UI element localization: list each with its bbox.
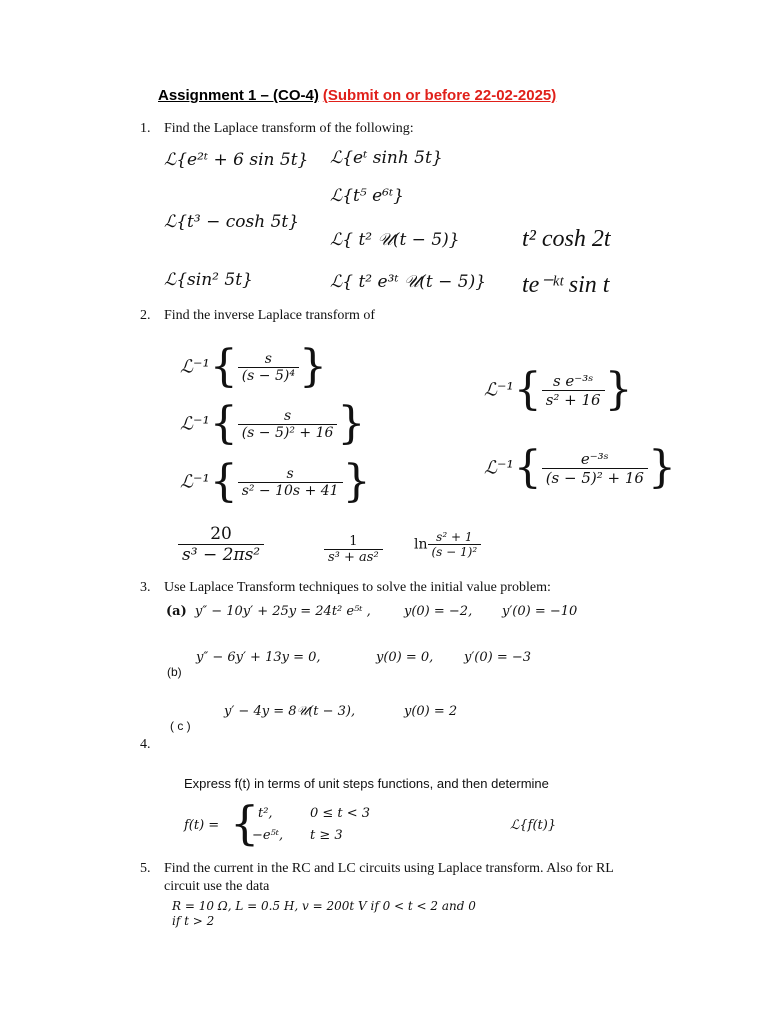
q2-item-2: ℒ⁻¹{ $\frac{s}{\text{(s − 5)² + 16}}$ } [180,398,366,449]
q2-item-4: ℒ⁻¹{ $\frac{\text{s e⁻³ˢ}}{\text{s² + 16}}$ } [484,364,633,415]
q2-item-1: ℒ⁻¹{ $\frac{s}{\text{(s − 5)⁴}}$ } [180,341,327,392]
q4-lhs: f(t) = [184,818,220,833]
question-2: 2. Find the inverse Laplace transform of [140,308,376,323]
q2-item-5: ℒ⁻¹{ $\frac{\text{e⁻³ˢ}}{\text{(s − 5)² + 16}}$ } [484,442,676,493]
q4-cond-2: t ≥ 3 [310,828,343,843]
question-5: 5. Find the current in the RC and LC circuits using Laplace transform. Also for RL [140,861,614,876]
q2-item-7: $\frac{1}{\text{s³ + as²}}$ [324,534,383,565]
question-5-line-1: Find the current in the RC and LC circuits using Laplace transform. Also for RL [164,861,614,876]
q2-item-8: ln $\frac{\text{s² + 1}}{\text{(s − 1)²}}$ [414,530,481,559]
q2-item-6: $\frac{20}{\text{s³ − 2πs²}}$ [178,524,264,565]
question-4-text: Express f(t) in terms of unit steps functions, and then determine [184,776,549,791]
q1-item-1: ℒ{e²ᵗ + 6 sin 5t} [164,150,309,170]
q3-part-a-ic2: y′(0) = −10 [502,604,578,619]
title-deadline: (Submit on or before 22-02-2025) [322,87,557,104]
question-5-line-2: circuit use the data [164,879,270,894]
question-1: 1. Find the Laplace transform of the following: [140,121,414,136]
q4-cond-1: 0 ≤ t < 3 [310,806,371,821]
question-5-data-2: if t > 2 [172,914,215,928]
question-1-text: Find the Laplace transform of the following: [164,121,414,136]
question-4-number: 4. [140,737,151,752]
q1-item-7: ℒ{sin² 5t} [164,270,253,290]
q3-part-a-ic1: y(0) = −2, [404,604,473,619]
q1-item-4: ℒ{t³ − cosh 5t} [164,212,300,232]
question-3-text: Use Laplace Transform techniques to solve the initial value problem: [164,580,551,595]
q4-case-1: t², [258,806,273,821]
q1-item-5: ℒ{ t² 𝒰(t − 5)} [330,230,460,250]
q1-item-3: ℒ{t⁵ e⁶ᵗ} [330,186,404,206]
question-5-data-1: R = 10 Ω, L = 0.5 H, v = 200t V if 0 < t < 2 and 0 [172,899,476,913]
q1-item-6: t² cosh 2t [522,226,611,252]
q4-target: ℒ{f(t)} [510,818,557,833]
assignment-title [158,87,556,104]
q3-part-b-ic1: y(0) = 0, [376,650,434,665]
q1-item-2: ℒ{eᵗ sinh 5t} [330,148,443,168]
q3-part-b-label: (b) [167,665,182,679]
q3-part-a: (a) y″ − 10y′ + 25y = 24t² e⁵ᵗ , [166,604,371,619]
q3-part-c-ic: y(0) = 2 [404,704,458,719]
q1-item-8: ℒ{ t² e³ᵗ 𝒰(t − 5)} [330,272,487,292]
q3-part-b-ic2: y′(0) = −3 [464,650,532,665]
q3-part-c-label: ( c ) [170,719,191,733]
q2-item-3: ℒ⁻¹{ $\frac{s}{\text{s² − 10s + 41}}$ } [180,456,371,507]
q1-item-9: te⁻ᵏᵗ sin t [522,272,610,298]
q4-case-brace: { [230,796,260,850]
title-main: Assignment 1 – (CO-4) [158,87,319,104]
q3-part-b-equation: y″ − 6y′ + 13y = 0, [196,650,321,665]
q4-case-2: −e⁵ᵗ, [252,828,284,843]
q3-part-c-equation: y′ − 4y = 8𝒰(t − 3), [224,704,356,719]
question-3: 3. Use Laplace Transform techniques to solve the initial value problem: [140,580,551,595]
question-2-text: Find the inverse Laplace transform of [164,308,376,323]
